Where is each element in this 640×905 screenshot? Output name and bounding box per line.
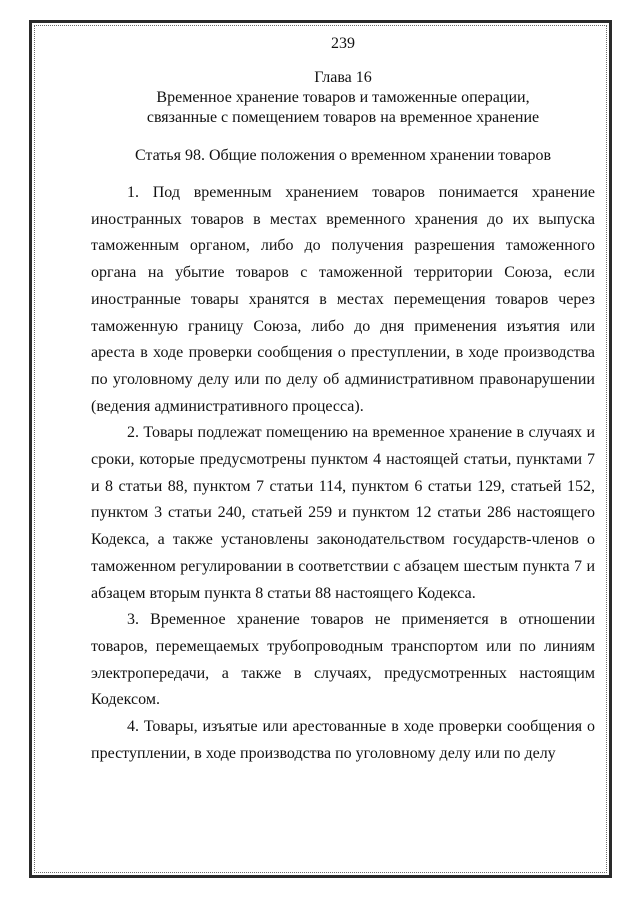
paragraph-4: 4. Товары, изъятые или арестованные в ходе проверки сообщения о преступлении, в ходе производства по уголовному делу или по делу bbox=[91, 718, 595, 762]
paragraph-3: 3. Временное хранение товаров не применяется в отношении товаров, перемещаемых трубопроводным транспортом или по линиям электропередачи, а также в случаях, предусмотренных настоящим Кодексом. bbox=[91, 611, 595, 709]
article-title: Статья 98. Общие положения о временном хранении товаров bbox=[134, 147, 552, 164]
article-body bbox=[91, 180, 595, 767]
chapter-title: Глава 16 bbox=[314, 69, 372, 86]
document-page bbox=[91, 34, 595, 767]
chapter-subtitle-line-2: связанные с помещением товаров на временное хранение bbox=[146, 109, 540, 126]
paragraph-1: 1. Под временным хранением товаров понимается хранение иностранных товаров в местах временного хранения до их выпуска таможенным органом, либо до получения разрешения таможенного органа на убытие товаров с таможенной территории Союза, если иностранные товары хранятся в местах перемещения товаров через таможенную границу Союза, либо до дня применения изъятия или ареста в ходе проверки сообщения о преступлении, в ходе производства по уголовному делу или по делу об административном правонарушении (ведения административного процесса). bbox=[91, 184, 595, 415]
chapter-subtitle-line-1: Временное хранение товаров и таможенные операции, bbox=[156, 89, 530, 106]
chapter-heading bbox=[91, 68, 595, 128]
paragraph-2: 2. Товары подлежат помещению на временное хранение в случаях и сроки, которые предусмотрены пунктом 4 настоящей статьи, пунктами 7 и 8 статьи 88, пунктом 7 статьи 114, пунктом 6 статьи 129, статьей 152, пунктом 3 статьи 240, статьей 259 и пунктом 12 статьи 286 настоящего Кодекса, а также установлены законодательством государств-членов о таможенном регулировании в соответствии с абзацем шестым пункта 7 и абзацем вторым пункта 8 статьи 88 настоящего Кодекса. bbox=[91, 424, 595, 602]
page-number: 239 bbox=[331, 35, 355, 52]
